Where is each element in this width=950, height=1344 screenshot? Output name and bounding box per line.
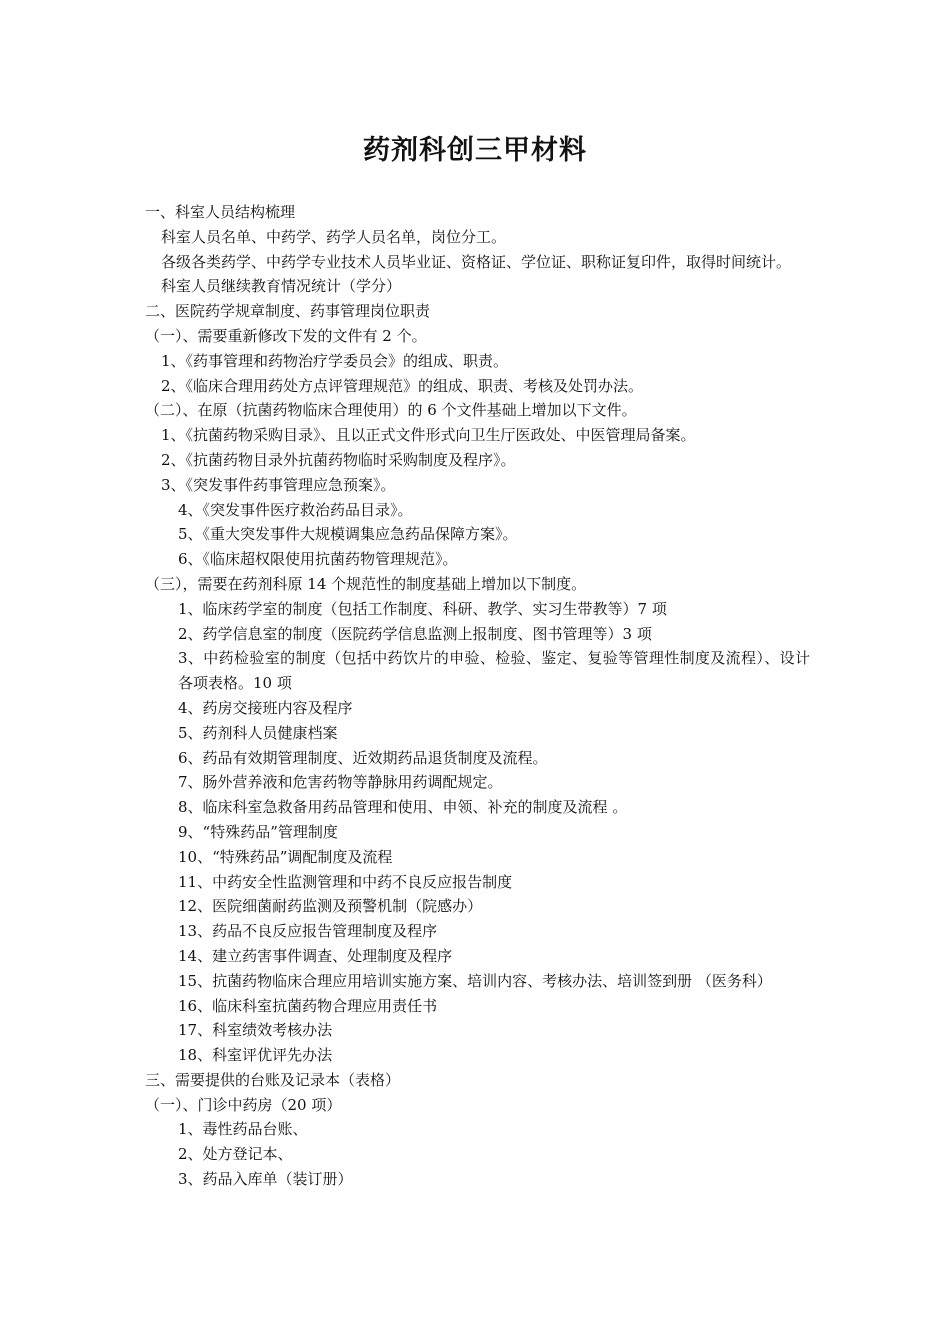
text-line: （三），需要在药剂科原 14 个规范性的制度基础上增加以下制度。	[145, 574, 587, 593]
text-line: 3、中药检验室的制度（包括中药饮片的申验、检验、鉴定、复验等管理性制度及流程）、设计各项表格。10 项	[178, 649, 810, 693]
text-line: 18、科室评优评先办法	[178, 1046, 333, 1065]
text-line: 6、《临床超权限使用抗菌药物管理规范》。	[178, 550, 458, 569]
text-line: 7、肠外营养液和危害药物等静脉用药调配规定。	[178, 773, 503, 792]
text-line: 8、临床科室急救备用药品管理和使用、申领、补充的制度及流程 。	[178, 798, 628, 817]
text-line: 11、中药安全性监测管理和中药不良反应报告制度	[178, 872, 513, 891]
text-line: 9、“特殊药品”管理制度	[178, 822, 338, 841]
text-line: 3、药品入库单（装订册）	[178, 1170, 353, 1189]
document-body	[145, 200, 810, 1192]
text-line: 二、医院药学规章制度、药事管理岗位职责	[145, 302, 431, 321]
text-line: 一、科室人员结构梳理	[145, 203, 296, 221]
text-line: 2、处方登记本、	[178, 1145, 293, 1164]
text-line: 2、药学信息室的制度（医院药学信息监测上报制度、图书管理等）3 项	[178, 624, 652, 643]
text-line: 三、需要提供的台账及记录本（表格）	[145, 1070, 401, 1089]
text-line: 13、药品不良反应报告管理制度及程序	[178, 922, 438, 941]
text-line: 1、毒性药品台账、	[178, 1120, 308, 1139]
text-line: 5、药剂科人员健康档案	[178, 723, 338, 742]
text-line: 2、《抗菌药物目录外抗菌药物临时采购制度及程序》。	[161, 450, 516, 469]
text-line: （二）、在原（抗菌药物临床合理使用）的 6 个文件基础上增加以下文件。	[145, 401, 637, 420]
text-line: 10、“特殊药品”调配制度及流程	[178, 847, 393, 866]
text-line: 2、《临床合理用药处方点评管理规范》的组成、职责、考核及处罚办法。	[161, 376, 644, 395]
text-line: 5、《重大突发事件大规模调集应急药品保障方案》。	[178, 525, 518, 544]
text-line: 1、《药事管理和药物治疗学委员会》的组成、职责。	[161, 351, 509, 370]
text-line: 12、医院细菌耐药监测及预警机制（院感办）	[178, 897, 483, 916]
text-line: 4、药房交接班内容及程序	[178, 698, 353, 717]
text-line: （一）、需要重新修改下发的文件有 2 个。	[145, 326, 427, 345]
text-line: 6、药品有效期管理制度、近效期药品退货制度及流程。	[178, 748, 548, 767]
document-title: 药剂科创三甲材料	[363, 135, 587, 166]
text-line: 1、《抗菌药物采购目录》、且以正式文件形式向卫生厅医政处、中医管理局备案。	[161, 426, 696, 445]
text-line: 15、抗菌药物临床合理应用培训实施方案、培训内容、考核办法、培训签到册 （医务科）	[178, 971, 772, 990]
text-line: 科室人员继续教育情况统计（学分）	[161, 277, 402, 296]
text-line: 科室人员名单、中药学、药学人员名单，岗位分工。	[161, 227, 507, 246]
text-line: 14、建立药害事件调查、处理制度及程序	[178, 946, 453, 965]
text-line: 4、《突发事件医疗救治药品目录》。	[178, 500, 413, 519]
text-line: 1、临床药学室的制度（包括工作制度、科研、教学、实习生带教等）7 项	[178, 599, 667, 618]
text-line: 16、临床科室抗菌药物合理应用责任书	[178, 996, 438, 1015]
text-line: （一）、门诊中药房（20 项）	[145, 1095, 342, 1114]
text-line: 17、科室绩效考核办法	[178, 1021, 333, 1040]
text-line: 3、《突发事件药事管理应急预案》。	[161, 475, 396, 494]
text-line: 各级各类药学、中药学专业技术人员毕业证、资格证、学位证、职称证复印件，取得时间统计。	[161, 252, 792, 271]
